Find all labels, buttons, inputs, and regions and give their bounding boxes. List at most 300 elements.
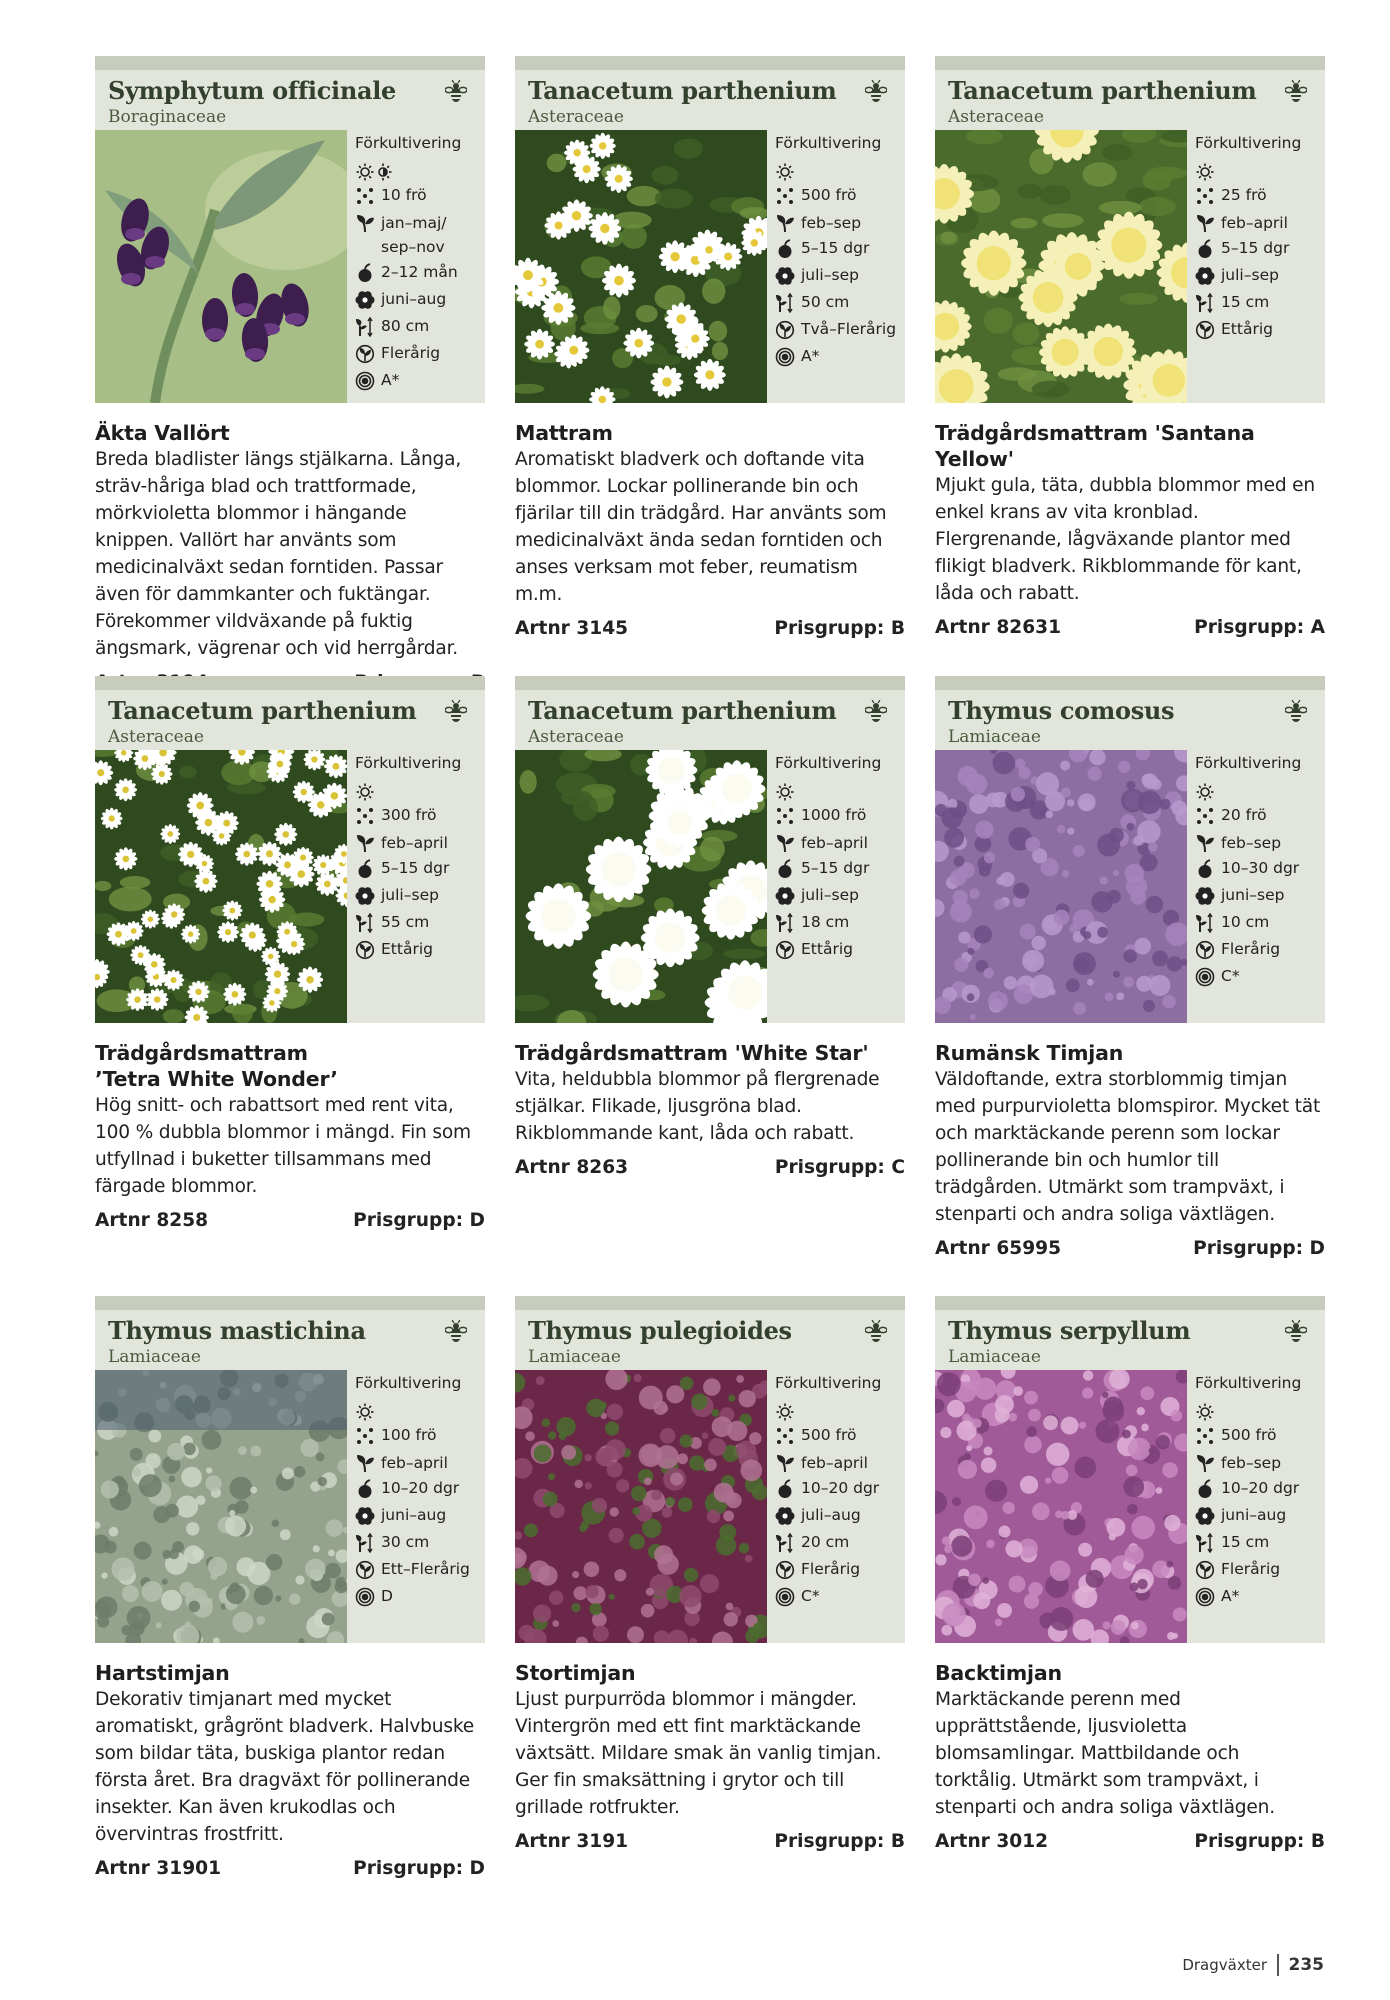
common-name: Trädgårdsmattram 'White Star' xyxy=(515,1041,869,1065)
info-row xyxy=(355,158,485,182)
info-row xyxy=(355,1556,485,1583)
product-text xyxy=(95,420,485,696)
scientific-name: Thymus mastichina xyxy=(108,1316,366,1345)
preculture-label: Förkultivering xyxy=(775,1374,882,1392)
info-value: Flerårig xyxy=(801,1560,861,1578)
sowing-icon xyxy=(1195,1453,1215,1473)
family-name: Asteraceae xyxy=(948,107,1044,127)
info-row xyxy=(355,1422,485,1449)
info-row xyxy=(355,909,485,936)
flower-icon xyxy=(355,290,375,310)
lifecycle-icon xyxy=(775,940,795,960)
info-value: 10–20 dgr xyxy=(1221,1479,1300,1497)
info-row xyxy=(1195,855,1325,882)
card-header xyxy=(515,56,905,403)
info-value: 500 frö xyxy=(801,1426,857,1444)
info-row xyxy=(775,802,905,829)
info-row xyxy=(775,182,905,209)
product-text xyxy=(935,1660,1325,1855)
info-value: juli–sep xyxy=(1221,266,1279,284)
product-meta xyxy=(515,615,905,642)
product-card xyxy=(95,1296,485,1916)
common-name: Mattram xyxy=(515,421,613,445)
germination-icon xyxy=(355,263,375,283)
info-row xyxy=(355,778,485,802)
info-value: Ett–Flerårig xyxy=(381,1560,470,1578)
info-row xyxy=(775,158,905,182)
sowing-icon xyxy=(775,833,795,853)
article-number: Artnr 82631 xyxy=(935,617,1062,638)
preculture-label: Förkultivering xyxy=(1195,754,1302,772)
info-row xyxy=(1195,235,1325,262)
description: Hög snitt- och rabattsort med rent vita, 100 % dubbla blommor i mängd. Fin som utfyllnad i buketter tillsammans med färgade blommor. xyxy=(95,1095,471,1197)
info-row xyxy=(775,289,905,316)
info-row xyxy=(1195,1422,1325,1449)
info-value: 2–12 mån xyxy=(381,263,458,281)
card-header xyxy=(515,1296,905,1643)
info-value: 80 cm xyxy=(381,317,430,335)
info-row xyxy=(1195,936,1325,963)
info-value: feb–sep xyxy=(801,214,862,232)
height-icon xyxy=(775,293,795,313)
description: Aromatiskt bladverk och doftande vita blommor. Lockar pollinerande bin och fjärilar till din trädgård. Har använts som medicinalväxt ända sedan forntiden och anses verksam mot feber, reumatism m.m. xyxy=(515,449,887,605)
info-row xyxy=(355,286,485,313)
info-value: juli–sep xyxy=(381,886,439,904)
seed-icon xyxy=(355,186,375,206)
info-value: Två–Flerårig xyxy=(801,320,897,338)
info-value: 15 cm xyxy=(1221,293,1270,311)
info-row xyxy=(775,855,905,882)
info-row xyxy=(355,259,485,286)
info-row xyxy=(1195,1502,1325,1529)
product-meta xyxy=(515,1828,905,1855)
sowing-icon xyxy=(355,213,375,233)
info-row xyxy=(775,1422,905,1449)
info-row xyxy=(355,182,485,209)
info-value: 20 frö xyxy=(1221,806,1267,824)
info-row xyxy=(355,1449,485,1475)
scientific-name: Tanacetum parthenium xyxy=(528,76,837,105)
lifecycle-icon xyxy=(1195,1560,1215,1580)
preculture-label: Förkultivering xyxy=(355,134,462,152)
info-row xyxy=(355,1529,485,1556)
seed-icon xyxy=(775,186,795,206)
info-value: Flerårig xyxy=(381,344,441,362)
family-name: Asteraceae xyxy=(528,107,624,127)
plant-photo xyxy=(95,130,347,403)
info-row xyxy=(775,1502,905,1529)
product-card xyxy=(935,56,1325,676)
bee-icon xyxy=(1285,700,1307,724)
page-footer xyxy=(1182,1954,1324,1976)
bee-icon xyxy=(445,1320,467,1344)
zone-value: A* xyxy=(1221,1587,1240,1605)
info-row xyxy=(1195,209,1325,235)
page-number: 235 xyxy=(1288,1955,1324,1975)
info-row xyxy=(775,1449,905,1475)
family-name: Asteraceae xyxy=(528,727,624,747)
sun-icon xyxy=(1195,162,1215,182)
product-card xyxy=(935,1296,1325,1916)
card-header xyxy=(95,56,485,403)
common-name: Backtimjan xyxy=(935,1661,1062,1685)
preculture-label: Förkultivering xyxy=(1195,1374,1302,1392)
info-value: 10–20 dgr xyxy=(381,1479,460,1497)
seed-icon xyxy=(775,1426,795,1446)
germination-icon xyxy=(775,859,795,879)
zone-value: C* xyxy=(1221,967,1240,985)
info-row xyxy=(775,882,905,909)
flower-icon xyxy=(355,1506,375,1526)
growing-info xyxy=(355,1372,485,1610)
zone-value: C* xyxy=(801,1587,820,1605)
zone-value: D xyxy=(381,1587,393,1605)
info-row xyxy=(775,262,905,289)
germination-icon xyxy=(1195,859,1215,879)
plant-photo xyxy=(95,1370,347,1643)
info-value: 10 cm xyxy=(1221,913,1270,931)
info-row xyxy=(1195,158,1325,182)
plant-photo xyxy=(935,750,1187,1023)
description: Mjukt gula, täta, dubbla blommor med en enkel krans av vita kronblad. Flergrenande, lågväxande plantor med flikigt bladverk. Rikblommande för kant, låda och rabatt. xyxy=(935,475,1315,604)
info-row xyxy=(1195,963,1325,990)
product-meta xyxy=(935,1235,1325,1262)
lifecycle-icon xyxy=(775,1560,795,1580)
sowing-icon xyxy=(1195,833,1215,853)
germination-icon xyxy=(775,239,795,259)
info-value: Ettårig xyxy=(801,940,853,958)
product-text xyxy=(95,1660,485,1882)
info-value: 100 frö xyxy=(381,1426,437,1444)
info-row xyxy=(775,209,905,235)
card-header xyxy=(95,1296,485,1643)
info-value: 500 frö xyxy=(1221,1426,1277,1444)
family-name: Lamiaceae xyxy=(108,1347,201,1367)
info-value: 1000 frö xyxy=(801,806,867,824)
info-row xyxy=(775,343,905,370)
height-icon xyxy=(1195,1533,1215,1553)
seed-icon xyxy=(1195,806,1215,826)
info-row xyxy=(355,936,485,963)
preculture-label: Förkultivering xyxy=(775,754,882,772)
family-name: Lamiaceae xyxy=(948,727,1041,747)
product-text xyxy=(935,1040,1325,1262)
zone-icon xyxy=(355,1587,375,1607)
info-value: 500 frö xyxy=(801,186,857,204)
bee-icon xyxy=(865,700,887,724)
sun-icon xyxy=(775,1402,795,1422)
info-row xyxy=(355,209,485,259)
article-number: Artnr 31901 xyxy=(95,1858,222,1879)
info-value: 10 frö xyxy=(381,186,427,204)
zone-value: A* xyxy=(801,347,820,365)
germination-icon xyxy=(1195,239,1215,259)
product-grid xyxy=(95,56,1325,1916)
price-group: Prisgrupp: A xyxy=(1194,617,1325,638)
growing-info xyxy=(1195,752,1325,990)
article-number: Artnr 3012 xyxy=(935,1831,1049,1852)
sun-icon xyxy=(775,162,795,182)
common-name: Hartstimjan xyxy=(95,1661,230,1685)
card-header xyxy=(515,676,905,1023)
scientific-name: Thymus comosus xyxy=(948,696,1175,725)
growing-info xyxy=(1195,132,1325,343)
info-value: juli–aug xyxy=(801,1506,861,1524)
plant-photo xyxy=(515,1370,767,1643)
product-card xyxy=(515,676,905,1296)
lifecycle-icon xyxy=(355,344,375,364)
info-value: 15 cm xyxy=(1221,1533,1270,1551)
preculture-label: Förkultivering xyxy=(355,1374,462,1392)
info-row xyxy=(1195,1583,1325,1610)
description: Vita, heldubbla blommor på flergrenade stjälkar. Flikade, ljusgröna blad. Rikblommande kant, låda och rabatt. xyxy=(515,1069,880,1144)
scientific-name: Tanacetum parthenium xyxy=(528,696,837,725)
info-value: juni–sep xyxy=(1221,886,1285,904)
sowing-icon xyxy=(1195,213,1215,233)
info-value: 300 frö xyxy=(381,806,437,824)
germination-icon xyxy=(1195,1479,1215,1499)
info-value: 50 cm xyxy=(801,293,850,311)
product-card xyxy=(95,56,485,676)
info-row xyxy=(1195,262,1325,289)
price-group: Prisgrupp: D xyxy=(353,1858,485,1879)
price-group: Prisgrupp: D xyxy=(1193,1238,1325,1259)
sowing-icon xyxy=(775,213,795,233)
growing-info xyxy=(355,132,485,394)
common-name: Trädgårdsmattram ’Tetra White Wonder’ xyxy=(95,1041,338,1091)
growing-info xyxy=(775,752,905,963)
info-value: 5–15 dgr xyxy=(1221,239,1290,257)
product-card xyxy=(515,1296,905,1916)
info-row xyxy=(775,316,905,343)
flower-icon xyxy=(355,886,375,906)
info-row xyxy=(355,1583,485,1610)
info-row xyxy=(775,1556,905,1583)
info-row xyxy=(1195,909,1325,936)
info-row xyxy=(775,829,905,855)
bee-icon xyxy=(445,700,467,724)
germination-icon xyxy=(775,1479,795,1499)
flower-icon xyxy=(775,1506,795,1526)
flower-icon xyxy=(1195,1506,1215,1526)
info-row xyxy=(1195,778,1325,802)
seed-icon xyxy=(355,1426,375,1446)
info-row xyxy=(355,1502,485,1529)
product-text xyxy=(935,420,1325,641)
growing-info xyxy=(355,752,485,963)
flower-icon xyxy=(1195,886,1215,906)
info-value: Flerårig xyxy=(1221,1560,1281,1578)
plant-photo xyxy=(515,130,767,403)
zone-icon xyxy=(775,347,795,367)
family-name: Lamiaceae xyxy=(528,1347,621,1367)
scientific-name: Thymus serpyllum xyxy=(948,1316,1191,1345)
lifecycle-icon xyxy=(775,320,795,340)
info-value: Ettårig xyxy=(381,940,433,958)
sun-halfshade-icon xyxy=(355,162,395,182)
info-value: feb–april xyxy=(1221,214,1288,232)
info-row xyxy=(355,882,485,909)
sun-icon xyxy=(1195,1402,1215,1422)
flower-icon xyxy=(775,266,795,286)
product-text xyxy=(95,1040,485,1234)
info-row xyxy=(1195,316,1325,343)
info-row xyxy=(355,802,485,829)
info-value: juni–aug xyxy=(381,1506,447,1524)
card-header xyxy=(95,676,485,1023)
info-row xyxy=(355,340,485,367)
info-row xyxy=(775,1398,905,1422)
info-row xyxy=(355,829,485,855)
plant-photo xyxy=(935,1370,1187,1643)
price-group: Prisgrupp: B xyxy=(774,618,905,639)
bee-icon xyxy=(1285,1320,1307,1344)
lifecycle-icon xyxy=(355,940,375,960)
info-value: 18 cm xyxy=(801,913,850,931)
lifecycle-icon xyxy=(355,1560,375,1580)
height-icon xyxy=(775,913,795,933)
height-icon xyxy=(355,1533,375,1553)
common-name: Trädgårdsmattram 'Santana Yellow' xyxy=(935,421,1255,471)
info-row xyxy=(355,313,485,340)
info-value: Ettårig xyxy=(1221,320,1273,338)
card-header xyxy=(935,676,1325,1023)
sun-icon xyxy=(355,782,375,802)
growing-info xyxy=(775,1372,905,1610)
scientific-name: Tanacetum parthenium xyxy=(948,76,1257,105)
description: Ljust purpurröda blommor i mängder. Vintergrön med ett fint marktäckande växtsätt. Mildare smak än vanlig timjan. Ger fin smaksättning i grytor och till grillade rotfrukter. xyxy=(515,1689,882,1818)
info-value: 5–15 dgr xyxy=(381,859,450,877)
sowing-icon xyxy=(355,1453,375,1473)
info-value: feb–april xyxy=(801,834,868,852)
seed-icon xyxy=(1195,186,1215,206)
article-number: Artnr 3191 xyxy=(515,1831,629,1852)
info-value: 10–30 dgr xyxy=(1221,859,1300,877)
common-name: Stortimjan xyxy=(515,1661,636,1685)
price-group: Prisgrupp: C xyxy=(774,1157,905,1178)
description: Marktäckande perenn med upprättstående, ljusvioletta blomsamlingar. Mattbildande och torktålig. Utmärkt som trampväxt, i stenparti och andra soliga växtlägen. xyxy=(935,1689,1275,1818)
sun-icon xyxy=(1195,782,1215,802)
product-meta xyxy=(935,1828,1325,1855)
info-row xyxy=(1195,1529,1325,1556)
info-value: 25 frö xyxy=(1221,186,1267,204)
lifecycle-icon xyxy=(1195,320,1215,340)
sowing-icon xyxy=(355,833,375,853)
info-value: 30 cm xyxy=(381,1533,430,1551)
sun-icon xyxy=(775,782,795,802)
bee-icon xyxy=(445,80,467,104)
height-icon xyxy=(775,1533,795,1553)
lifecycle-icon xyxy=(1195,940,1215,960)
description: Väldoftande, extra storblommig timjan med purpurvioletta blomspiror. Mycket tät och marktäckande perenn som lockar pollinerande bin och humlor till trädgården. Utmärkt som trampväxt, i stenparti och andra soliga växtlägen. xyxy=(935,1069,1321,1225)
product-meta xyxy=(515,1154,905,1181)
info-row xyxy=(775,1583,905,1610)
scientific-name: Symphytum officinale xyxy=(108,76,397,105)
preculture-label: Förkultivering xyxy=(1195,134,1302,152)
zone-icon xyxy=(775,1587,795,1607)
growing-info xyxy=(775,132,905,370)
seed-icon xyxy=(775,806,795,826)
height-icon xyxy=(355,913,375,933)
info-row xyxy=(1195,1475,1325,1502)
info-row xyxy=(775,235,905,262)
bee-icon xyxy=(865,80,887,104)
info-row xyxy=(1195,1556,1325,1583)
info-row xyxy=(775,909,905,936)
info-row xyxy=(775,1529,905,1556)
zone-value: A* xyxy=(381,371,400,389)
plant-photo xyxy=(935,130,1187,403)
info-value: feb–april xyxy=(801,1454,868,1472)
product-meta xyxy=(95,1207,485,1234)
info-value: 20 cm xyxy=(801,1533,850,1551)
info-value: Flerårig xyxy=(1221,940,1281,958)
zone-icon xyxy=(1195,1587,1215,1607)
zone-icon xyxy=(355,371,375,391)
germination-icon xyxy=(355,1479,375,1499)
description: Breda bladlister längs stjälkarna. Långa, sträv-håriga blad och trattformade, mörkvioletta blommor i hängande knippen. Vallört har använts som medicinalväxt sedan forntiden. Passar även för dammkanter och fuktängar. Förekommer vildväxande på fuktig ängsmark, vägrenar och vid herrgårdar. xyxy=(95,449,462,659)
info-row xyxy=(775,778,905,802)
sun-icon xyxy=(355,1402,375,1422)
card-header xyxy=(935,56,1325,403)
info-value: jan–maj/ sep–nov xyxy=(381,214,447,256)
zone-icon xyxy=(1195,967,1215,987)
info-row xyxy=(355,1475,485,1502)
section-name: Dragväxter xyxy=(1182,1956,1267,1974)
plant-photo xyxy=(515,750,767,1023)
info-row xyxy=(355,1398,485,1422)
plant-photo xyxy=(95,750,347,1023)
info-row xyxy=(1195,182,1325,209)
info-value: feb–april xyxy=(381,834,448,852)
info-row xyxy=(355,855,485,882)
product-meta xyxy=(935,614,1325,641)
bee-icon xyxy=(865,1320,887,1344)
info-value: feb–april xyxy=(381,1454,448,1472)
flower-icon xyxy=(775,886,795,906)
info-value: juli–sep xyxy=(801,886,859,904)
info-value: feb–sep xyxy=(1221,1454,1282,1472)
seed-icon xyxy=(1195,1426,1215,1446)
info-row xyxy=(775,936,905,963)
info-value: juni–aug xyxy=(1221,1506,1287,1524)
info-row xyxy=(1195,802,1325,829)
common-name: Äkta Vallört xyxy=(95,421,230,445)
card-header xyxy=(935,1296,1325,1643)
flower-icon xyxy=(1195,266,1215,286)
info-value: 10–20 dgr xyxy=(801,1479,880,1497)
info-row xyxy=(775,1475,905,1502)
product-card xyxy=(515,56,905,676)
info-row xyxy=(1195,1449,1325,1475)
product-meta xyxy=(95,1855,485,1882)
product-text xyxy=(515,420,905,642)
info-value: juli–sep xyxy=(801,266,859,284)
info-row xyxy=(1195,1398,1325,1422)
sowing-icon xyxy=(775,1453,795,1473)
product-card xyxy=(935,676,1325,1296)
product-card xyxy=(95,676,485,1296)
family-name: Lamiaceae xyxy=(948,1347,1041,1367)
preculture-label: Förkultivering xyxy=(355,754,462,772)
price-group: Prisgrupp: B xyxy=(1194,1831,1325,1852)
growing-info xyxy=(1195,1372,1325,1610)
bee-icon xyxy=(1285,80,1307,104)
family-name: Boraginaceae xyxy=(108,107,227,127)
info-row xyxy=(1195,829,1325,855)
price-group: Prisgrupp: B xyxy=(774,1831,905,1852)
info-value: 5–15 dgr xyxy=(801,859,870,877)
